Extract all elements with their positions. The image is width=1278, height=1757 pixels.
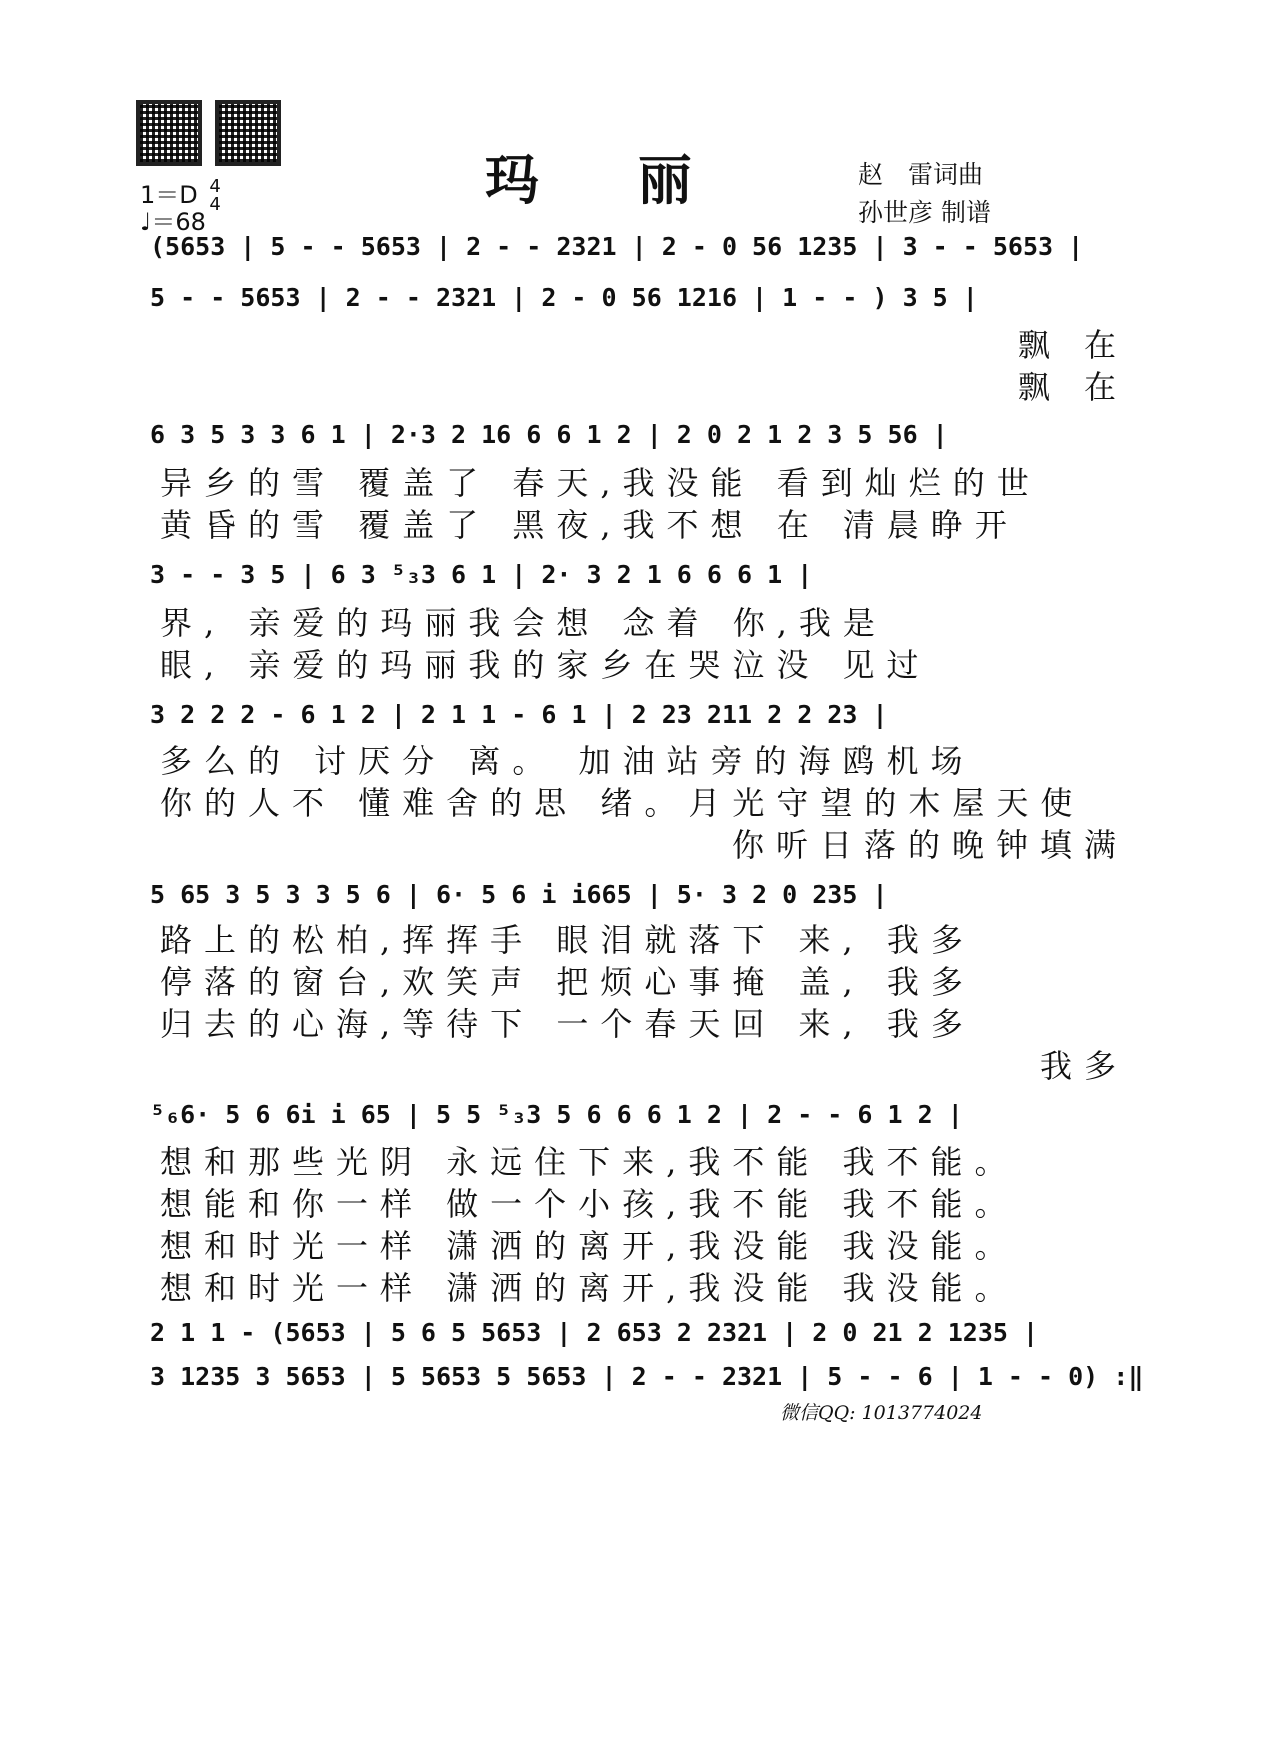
notation-row-5: 3 2 2 2 - 6 1 2 | 2 1 1 - 6 1 | 2 23 211 2 2 23 | <box>150 700 888 729</box>
notation-row-4: 3 - - 3 5 | 6 3 ⁵₃3 6 1 | 2· 3 2 1 6 6 6 1 | <box>150 560 813 589</box>
lyric-line-5-1: 多么的 讨厌分 离。 加油站旁的海鸥机场 <box>160 742 975 780</box>
lyric-line-5-3: 你听日落的晚钟填满 <box>731 826 1128 864</box>
time-top: 4 <box>209 176 221 197</box>
lyric-line-6-2: 停落的窗台,欢笑声 把烦心事掩 盖, 我多 <box>160 963 975 1001</box>
lyric-line-7-3: 想和时光一样 潇洒的离开,我没能 我没能。 <box>160 1227 1019 1265</box>
notation-row-7: ⁵₆6· 5 6 6i i 65 | 5 5 ⁵₃3 5 6 6 6 1 2 | 2 - - 6 1 2 | <box>150 1100 963 1129</box>
contact-footer: 微信QQ: 1013774024 <box>780 1402 983 1424</box>
lyric-line-7-4: 想和时光一样 潇洒的离开,我没能 我没能。 <box>160 1269 1019 1307</box>
time-bottom: 4 <box>209 194 221 215</box>
lyric-line-4-1: 界, 亲爱的玛丽我会想 念着 你,我是 <box>160 604 887 642</box>
lyric-line-7-1: 想和那些光阴 永远住下来,我不能 我不能。 <box>160 1143 1019 1181</box>
notation-row-9: 3 1235 3 5653 | 5 5653 5 5653 | 2 - - 2321 | 5 - - 6 | 1 - - 0) :‖ <box>150 1362 1144 1391</box>
lyric-line-3-2: 黄昏的雪 覆盖了 黑夜,我不想 在 清晨睁开 <box>160 506 1019 544</box>
notation-row-2: 5 - - 5653 | 2 - - 2321 | 2 - 0 56 1216 | 1 - - ) 3 5 | <box>150 283 978 312</box>
qr-code-right <box>215 100 281 166</box>
notation-row-3: 6 3 5 3 3 6 1 | 2·3 2 16 6 6 1 2 | 2 0 2 1 2 3 5 56 | <box>150 420 948 449</box>
lyrics-music-credit: 赵 雷词曲 <box>858 160 984 189</box>
lyric-line-5-2: 你的人不 懂难舍的思 绪。月光守望的木屋天使 <box>160 784 1085 822</box>
time-signature <box>209 178 220 214</box>
notation-row-6: 5 65 3 5 3 3 5 6 | 6· 5 6 i i665 | 5· 3 2 0 235 | <box>150 880 888 909</box>
lyric-line-4-2: 眼, 亲爱的玛丽我的家乡在哭泣没 见过 <box>160 646 931 684</box>
key-tonic: 1＝D <box>140 181 198 209</box>
lyric-line-2-1: 飘 在 <box>1017 326 1128 364</box>
lyric-line-2-2: 飘 在 <box>1017 368 1128 406</box>
song-title: 玛 丽 <box>485 148 732 212</box>
lyric-line-3-1: 异乡的雪 覆盖了 春天,我没能 看到灿烂的世 <box>160 464 1041 502</box>
notation-row-1: (5653 | 5 - - 5653 | 2 - - 2321 | 2 - 0 56 1235 | 3 - - 5653 | <box>150 232 1084 261</box>
lyric-line-6-3: 归去的心海,等待下 一个春天回 来, 我多 <box>160 1005 975 1043</box>
tempo-marking: ♩＝68 <box>140 208 206 236</box>
qr-code-left <box>136 100 202 166</box>
lyric-line-6-4: 我多 <box>1039 1047 1128 1085</box>
arranger-credit: 孙世彦 制谱 <box>858 198 991 227</box>
lyric-line-7-2: 想能和你一样 做一个小孩,我不能 我不能。 <box>160 1185 1019 1223</box>
lyric-line-6-1: 路上的松柏,挥挥手 眼泪就落下 来, 我多 <box>160 921 975 959</box>
notation-row-8: 2 1 1 - (5653 | 5 6 5 5653 | 2 653 2 2321 | 2 0 21 2 1235 | <box>150 1318 1039 1347</box>
